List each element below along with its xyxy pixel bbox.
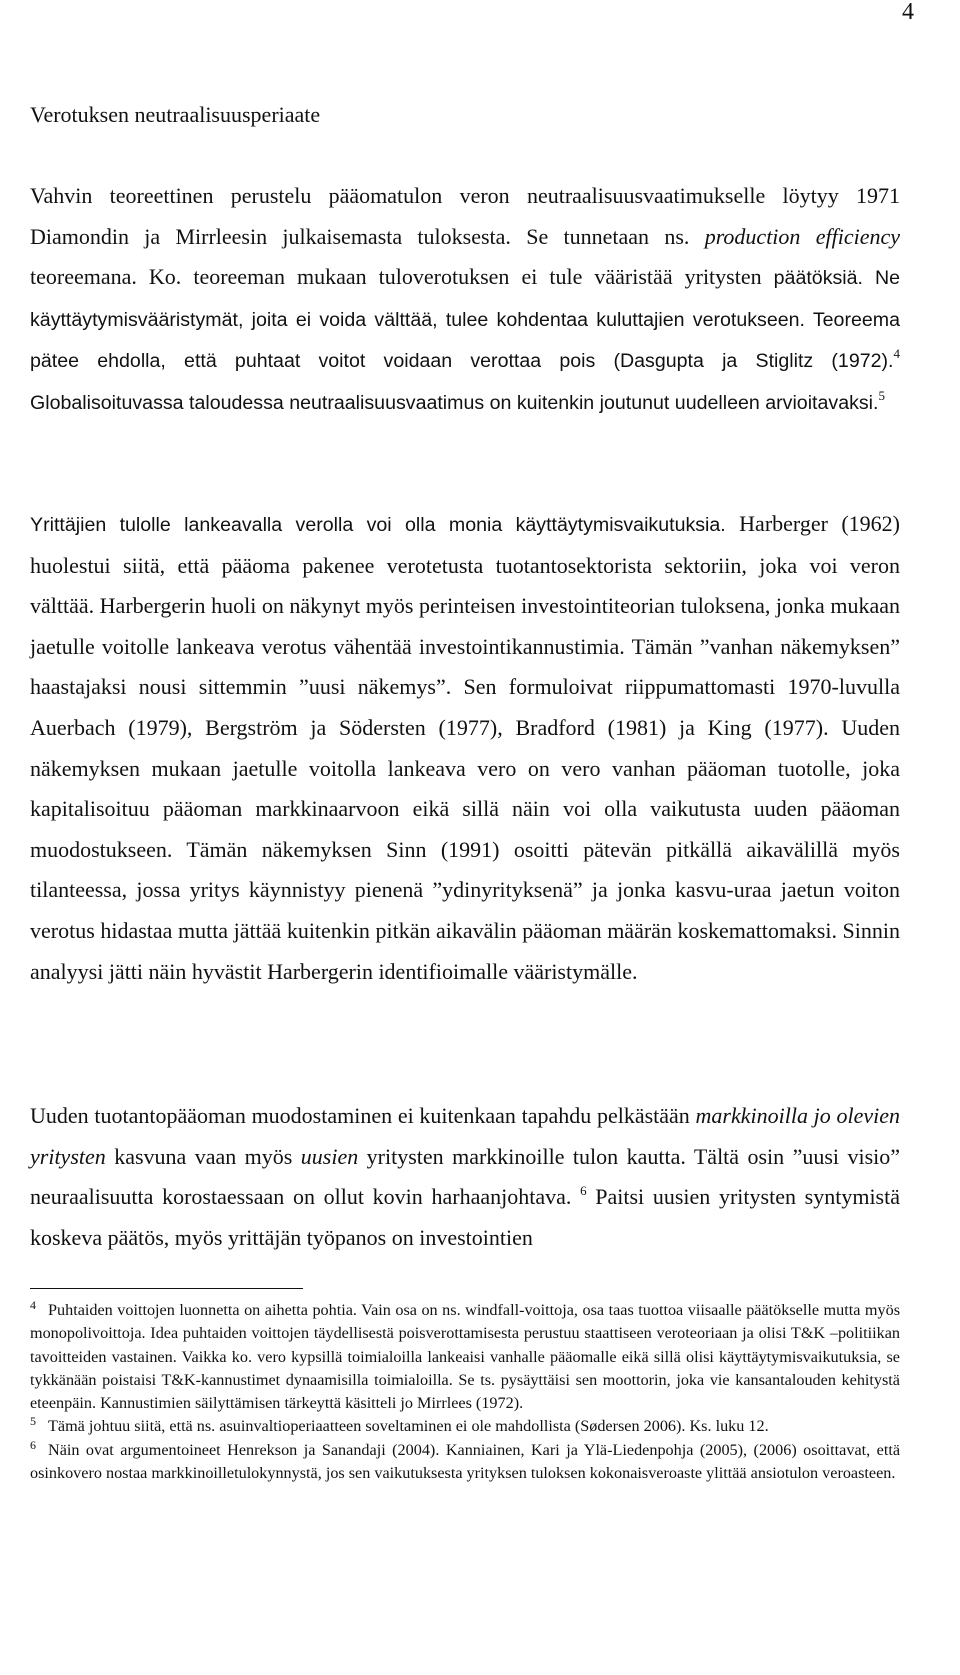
p3-text-c: yritysten markkinoille tulon kautta. Tältä osin ”uusi visio” neuraalisuutta korostaessaan on ollut kovin harhaanjohtava. [30,1143,901,1210]
p3-italic-2: uusien [300,1143,359,1169]
footnote-mark: 4 [30,1298,36,1312]
paragraph-1 [30,176,900,424]
p1-sans-text: päätöksiä. Ne käyttäytymisvääristymät, joita ei voida välttää, tulee kohdentaa kuluttajien verotukseen. Teoreema pätee ehdolla, että puhtaat voitot voidaan verottaa pois (Dasgupta ja Stiglitz (1972). [30,267,901,373]
footnote-divider [30,1288,303,1289]
p1-italic-term: production efficiency [704,223,900,249]
footnote-text: Näin ovat argumentoineet Henrekson ja Sanandaji (2004). Kanniainen, Kari ja Ylä-Liedenpohja (2005), (2006) osoittavat, että osinkovero nostaa markkinoilletulokynnystä, jos sen vaikutuksesta yrityksen tuloksen kokonaisveroaste ylittää ansiotulon veroasteen. [30,1440,900,1483]
paragraph-2 [30,504,900,992]
p2-sans-text: Yrittäjien tulolle lankeavalla verolla voi olla monia käyttäytymisvaikutuksia. [30,514,726,536]
p1-text-a: Vahvin teoreettinen perustelu pääomatulon veron neutraalisuusvaatimukselle löytyy 1971 Diamondin ja Mirrleesin julkaisemasta tuloksesta. Se tunnetaan ns. [30,183,900,249]
p3-text-d: Paitsi uusien yritysten syntymistä koskeva päätös, myös yrittäjän työpanos on investointien [30,1184,900,1250]
paragraph-3 [30,1096,900,1258]
footnote-6 [30,1439,900,1486]
footnote-5 [30,1415,900,1438]
p3-text-a: Uuden tuotantopääoman muodostaminen ei kuitenkaan tapahdu pelkästään [30,1103,696,1128]
footnote-4 [30,1299,900,1415]
footnote-text: Tämä johtuu siitä, että ns. asuinvaltioperiaatteen soveltaminen ei ole mahdollista (Sødersen 2006). Ks. luku 12. [48,1417,769,1436]
footnote-ref-4[interactable]: 4 [893,346,900,362]
section-heading: Verotuksen neutraalisuusperiaate [30,102,321,127]
p3-italic-1: markkinoilla jo olevien yritysten [30,1103,900,1169]
footnote-text: Puhtaiden voittojen luonnetta on aihetta pohtia. Vain osa on ns. windfall-voittoja, osa taas tuottoa viisaalle päätökselle mutta myös monopolivoittoja. Idea puhtaiden voittojen täydellisestä poisverottamisesta perustuu staattiseen veroteoriaan ja olisi T&K –politiikan tavoitteiden vastainen. Vaikka ko. vero kypsillä toimialoilla lankeaisi vanhalle pääomalle eikä sillä olisi käyttäytymisvaikutuksia, se tykkänään poistaisi T&K-kannustimet dynaamisilla toimialoilla. Se ts. pysäyttäisi sen moottorin, joka vie kansantalouden kehitystä eteenpäin. Kannustimien säilyttämisen tärkeyttä käsitteli jo Mirrlees (1972). [30,1301,900,1413]
footnote-mark: 6 [30,1437,36,1452]
p1-sans-text-2: Globalisoituvassa taloudessa neutraalisuusvaatimus on kuitenkin joutunut uudelleen arvioitavaksi. [30,391,879,414]
footnote-ref-5[interactable]: 5 [878,387,885,403]
p3-text-b: kasvuna vaan myös [105,1143,301,1169]
p2-text: Harberger (1962) huolestui siitä, että pääoma pakenee verotetusta tuotantosektorista sektoriin, joka voi veron välttää. Harbergerin huoli on näkynyt myös perinteisen investointiteorian tuloksena, jonka mukaan jaetulle voitolle lankeava verotus vähentää investointikannustimia. Tämän ”vanhan näkemyksen” haastajaksi nousi sittemmin ”uusi näkemys”. Sen formuloivat riippumattomasti 1970-luvulla Auerbach (1979), Bergström ja Södersten (1977), Bradford (1981) ja King (1977). Uuden näkemyksen mukaan jaetulle voitolla lankeava vero on vero vanhan pääoman tuotolle, joka kapitalisoituu pääoman markkinaarvoon eikä sillä näin voi olla vaikutusta uuden pääoman muodostukseen. Tämän näkemyksen Sinn (1991) osoitti pätevän pitkällä aikavälillä myös tilanteessa, jossa yritys käynnistyy pienenä ”ydinyrityksenä” ja jonka kasvu-uraa jaetun voiton verotus hidastaa mutta jättää kuitenkin pitkän aikavälin pääoman määrän koskemattomaksi. Sinnin analyysi jätti näin hyvästit Harbergerin identifioimalle vääristymälle. [30,511,900,984]
p1-text-b: teoreemana. Ko. teoreeman mukaan tuloverotuksen ei tule vääristää yritysten [30,264,774,290]
footnote-mark: 5 [30,1414,36,1429]
page-number: 4 [902,0,914,25]
footnotes [30,1299,900,1485]
footnote-ref-6[interactable]: 6 [580,1183,587,1199]
